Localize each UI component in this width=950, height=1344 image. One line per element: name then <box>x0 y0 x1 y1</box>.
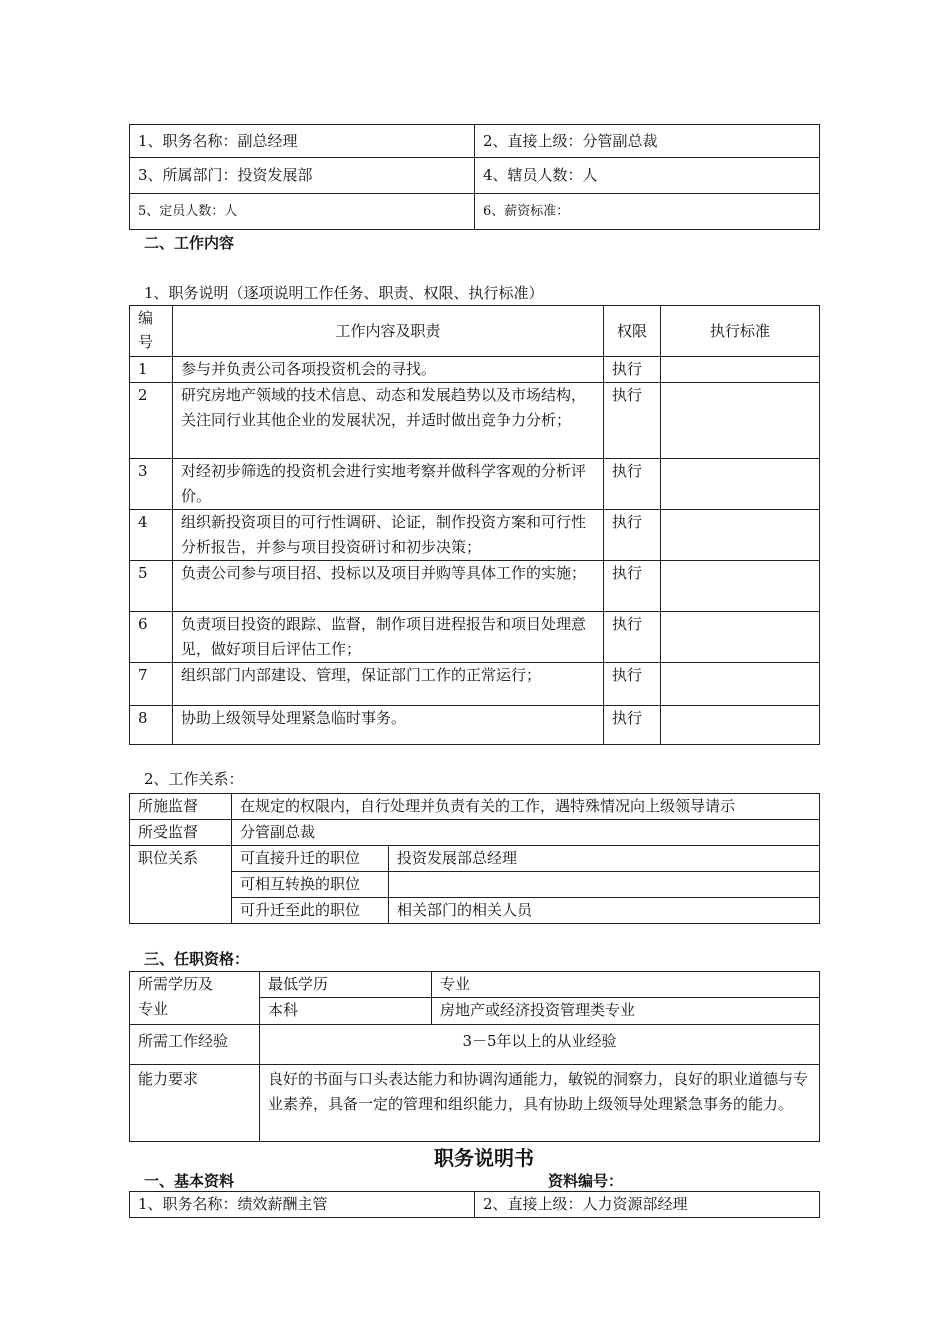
duty-no: 7 <box>130 663 173 706</box>
header-no-line1: 编 <box>138 309 154 327</box>
duties-table <box>129 305 820 745</box>
duty-authority: 执行 <box>604 561 661 612</box>
section-title-basic-info: 一、基本资料 <box>144 1172 235 1190</box>
duty-standard <box>661 612 820 663</box>
edu-label-line2: 专业 <box>138 1000 169 1018</box>
major-value: 房地产或经济投资管理类专业 <box>432 998 820 1025</box>
subordinates-cell: 4、辖员人数：人 <box>475 158 820 194</box>
duty-row <box>130 357 820 383</box>
next-basic-info-table <box>129 1191 820 1218</box>
edu-label <box>130 972 260 1025</box>
duty-row <box>130 612 820 663</box>
duty-authority: 执行 <box>604 510 661 561</box>
duty-authority: 执行 <box>604 612 661 663</box>
duty-content: 负责项目投资的跟踪、监督，制作项目进程报告和项目处理意见，做好项目后评估工作； <box>173 612 604 663</box>
duty-row <box>130 663 820 706</box>
exp-value: 3－5年以上的从业经验 <box>260 1025 820 1065</box>
duty-content: 协助上级领导处理紧急临时事务。 <box>173 706 604 745</box>
duty-content: 负责公司参与项目招、投标以及项目并购等具体工作的实施； <box>173 561 604 612</box>
duty-standard <box>661 561 820 612</box>
duty-content: 对经初步筛选的投资机会进行实地考察并做科学客观的分析评价。 <box>173 459 604 510</box>
duty-content: 参与并负责公司各项投资机会的寻找。 <box>173 357 604 383</box>
duty-content: 研究房地产领域的技术信息、动态和发展趋势以及市场结构，关注同行业其他企业的发展状况，并适时做出竞争力分析； <box>173 383 604 459</box>
next-position-name-cell: 1、职务名称：绩效薪酬主管 <box>130 1192 475 1218</box>
header-no <box>130 306 173 357</box>
min-edu-label: 最低学历 <box>260 972 432 998</box>
header-no-line2: 号 <box>138 333 154 351</box>
major-label: 专业 <box>432 972 820 998</box>
duty-standard <box>661 510 820 561</box>
duty-row <box>130 459 820 510</box>
ability-value: 良好的书面与口头表达能力和协调沟通能力，敏锐的洞察力，良好的职业道德与专业素养，具备一定的管理和组织能力，具有协助上级领导处理紧急事务的能力。 <box>260 1065 820 1142</box>
promote-label: 可直接升迁的职位 <box>232 846 389 872</box>
document-title: 职务说明书 <box>434 1146 534 1170</box>
header-content: 工作内容及职责 <box>173 306 604 357</box>
duty-no: 8 <box>130 706 173 745</box>
qualifications-table <box>129 971 820 1142</box>
headcount-cell: 5、定员人数：人 <box>130 194 475 230</box>
duty-content: 组织新投资项目的可行性调研、论证，制作投资方案和可行性分析报告，并参与项目投资研讨和初步决策； <box>173 510 604 561</box>
ability-label: 能力要求 <box>130 1065 260 1142</box>
duties-subtitle: 1、职务说明（逐项说明工作任务、职责、权限、执行标准） <box>144 284 544 302</box>
duty-standard <box>661 357 820 383</box>
salary-standard-cell: 6、薪资标准： <box>475 194 820 230</box>
duty-no: 2 <box>130 383 173 459</box>
department-cell: 3、所属部门：投资发展部 <box>130 158 475 194</box>
duty-authority: 执行 <box>604 357 661 383</box>
from-label: 可升迁至此的职位 <box>232 898 389 924</box>
position-relations-label: 职位关系 <box>130 846 232 924</box>
duty-no: 5 <box>130 561 173 612</box>
duty-authority: 执行 <box>604 383 661 459</box>
duty-standard <box>661 383 820 459</box>
duty-no: 1 <box>130 357 173 383</box>
exp-label: 所需工作经验 <box>130 1025 260 1065</box>
header-standard: 执行标准 <box>661 306 820 357</box>
relations-table <box>129 793 820 924</box>
header-authority: 权限 <box>604 306 661 357</box>
direct-superior-cell: 2、直接上级：分管副总裁 <box>475 125 820 158</box>
duty-standard <box>661 706 820 745</box>
min-edu-value: 本科 <box>260 998 432 1025</box>
duty-row <box>130 383 820 459</box>
duty-no: 6 <box>130 612 173 663</box>
section-title-work-content: 二、工作内容 <box>144 234 235 252</box>
duty-content: 组织部门内部建设、管理，保证部门工作的正常运行； <box>173 663 604 706</box>
duty-no: 3 <box>130 459 173 510</box>
edu-label-line1: 所需学历及 <box>138 975 214 993</box>
duties-header-row <box>130 306 820 357</box>
duty-row <box>130 510 820 561</box>
from-value: 相关部门的相关人员 <box>389 898 820 924</box>
duty-no: 4 <box>130 510 173 561</box>
promote-value: 投资发展部总经理 <box>389 846 820 872</box>
supervise-label: 所施监督 <box>130 794 232 820</box>
duty-authority: 执行 <box>604 459 661 510</box>
doc-number-label: 资料编号： <box>548 1172 624 1190</box>
rotate-value <box>389 872 820 898</box>
next-direct-superior-cell: 2、直接上级：人力资源部经理 <box>475 1192 820 1218</box>
basic-info-table <box>129 124 820 230</box>
duty-row <box>130 706 820 745</box>
duty-row <box>130 561 820 612</box>
relations-subtitle: 2、工作关系： <box>144 770 244 788</box>
position-name-cell: 1、职务名称：副总经理 <box>130 125 475 158</box>
duty-authority: 执行 <box>604 663 661 706</box>
supervise-value: 在规定的权限内，自行处理并负责有关的工作，遇特殊情况向上级领导请示 <box>232 794 820 820</box>
rotate-label: 可相互转换的职位 <box>232 872 389 898</box>
duty-authority: 执行 <box>604 706 661 745</box>
duty-standard <box>661 459 820 510</box>
supervised-value: 分管副总裁 <box>232 820 820 846</box>
section-title-qualifications: 三、任职资格： <box>144 950 250 968</box>
supervised-label: 所受监督 <box>130 820 232 846</box>
duty-standard <box>661 663 820 706</box>
